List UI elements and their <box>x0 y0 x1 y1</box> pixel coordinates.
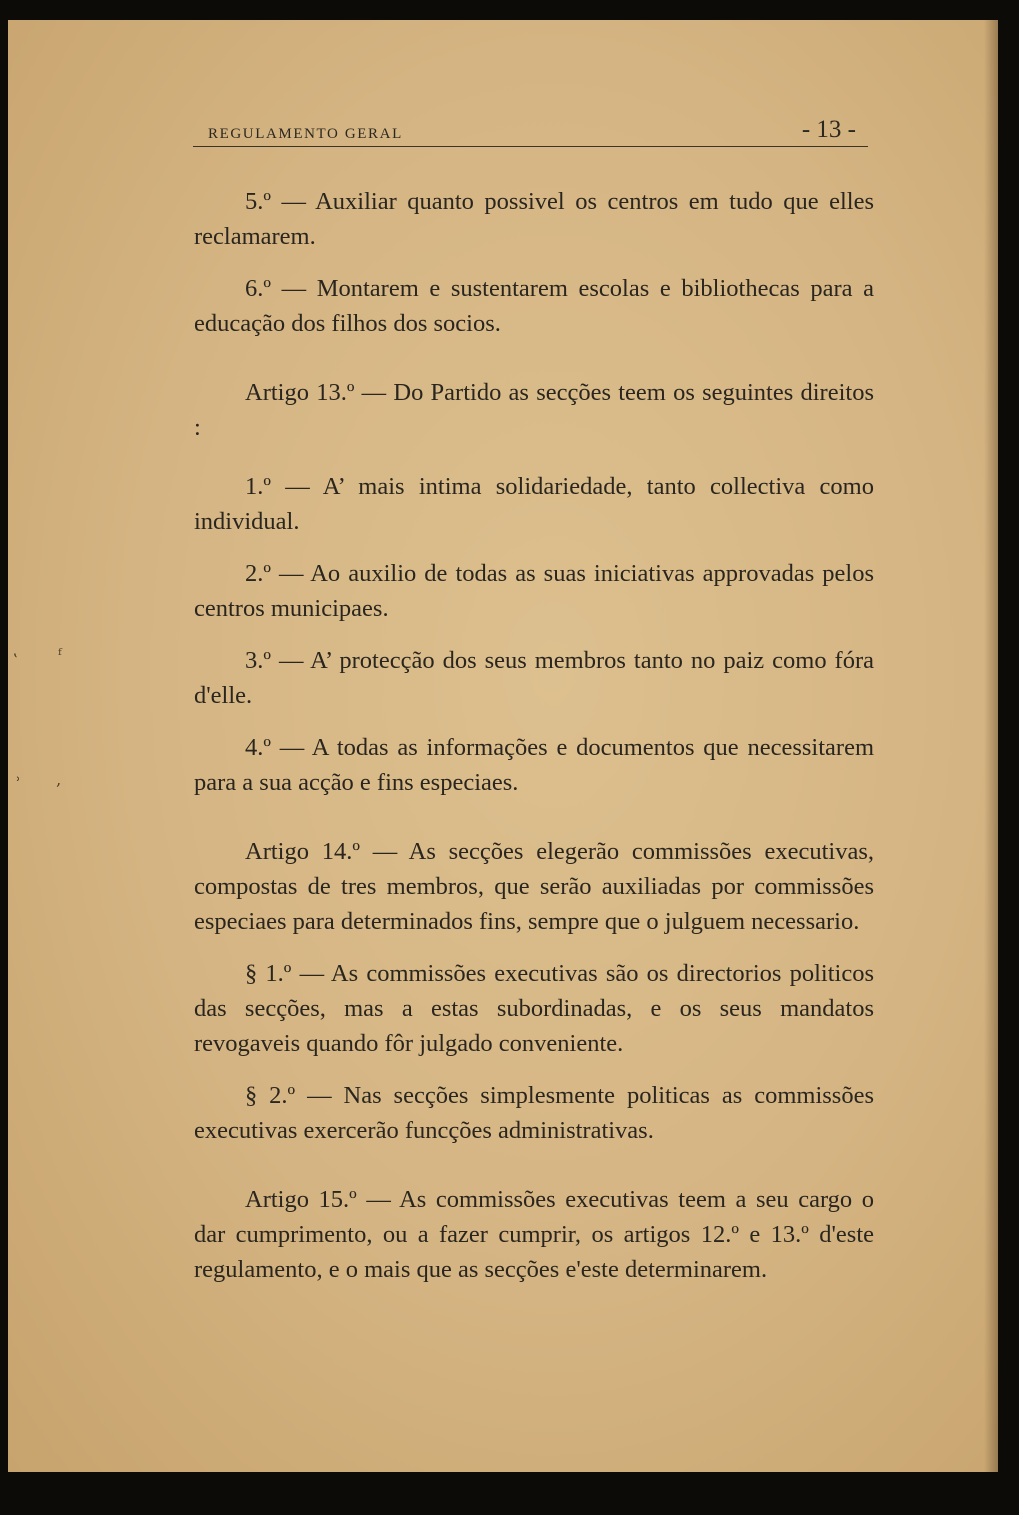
paragraph-item-6: 6.º — Montarem e sustentarem escolas e bibliothecas para a educação dos filhos dos socios. <box>194 275 874 337</box>
paragraph-section-2: § 2.º — Nas secções simplesmente politicas as commissões executivas exercerão funcções administrativas. <box>194 1082 874 1144</box>
book-page <box>8 20 998 1472</box>
paragraph-right-4: 4.º — A todas as informações e documentos que necessitarem para a sua acção e fins especiaes. <box>194 734 874 796</box>
paragraph-article-14: Artigo 14.º — As secções elegerão commissões executivas, compostas de tres membros, que serão auxiliadas por commissões especiaes para determinados fins, sempre que o julguem necessario. <box>194 838 874 935</box>
margin-mark: ᶠ <box>58 645 62 664</box>
page-number: - 13 - <box>801 116 856 143</box>
page-header <box>193 112 868 147</box>
paragraph-article-13: Artigo 13.º — Do Partido as secções teem os seguintes direitos : <box>194 379 874 441</box>
margin-mark: ‛ <box>13 650 19 669</box>
margin-mark: ‚ <box>56 770 62 789</box>
running-head: REGULAMENTO GERAL <box>208 126 403 142</box>
margin-mark: ˒ <box>16 770 21 789</box>
page-body <box>194 184 874 1287</box>
paragraph-section-1: § 1.º — As commissões executivas são os directorios politicos das secções, mas a estas subordinadas, e os seus mandatos revogaveis quando fôr julgado conveniente. <box>194 960 874 1057</box>
paragraph-article-15: Artigo 15.º — As commissões executivas teem a seu cargo o dar cumprimento, ou a fazer cumprir, os artigos 12.º e 13.º d'este regulamento, e o mais que as secções e'este determinarem. <box>194 1186 874 1283</box>
paragraph-item-5: 5.º — Auxiliar quanto possivel os centros em tudo que elles reclamarem. <box>194 188 874 250</box>
paragraph-right-2: 2.º — Ao auxilio de todas as suas iniciativas approvadas pelos centros municipaes. <box>194 560 874 622</box>
paragraph-right-3: 3.º — A’ protecção dos seus membros tanto no paiz como fóra d'elle. <box>194 647 874 709</box>
paragraph-right-1: 1.º — A’ mais intima solidariedade, tanto collectiva como individual. <box>194 473 874 535</box>
